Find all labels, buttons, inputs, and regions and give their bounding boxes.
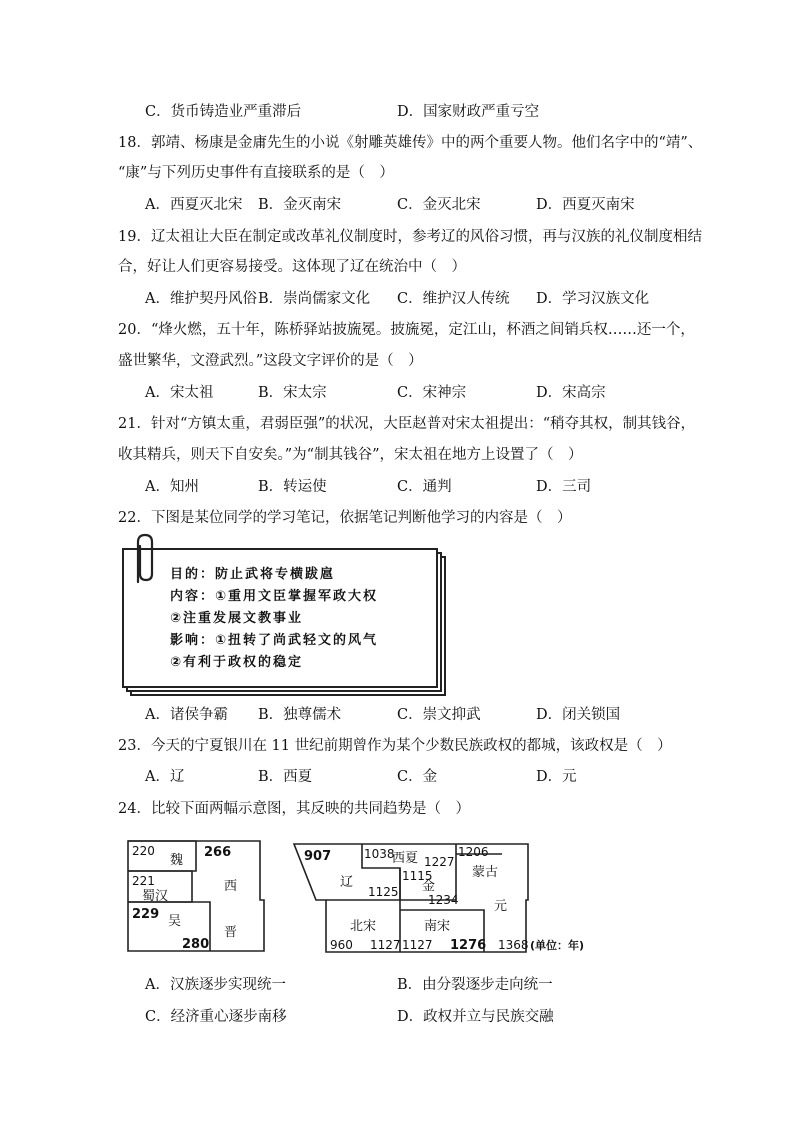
wei-year: 220 bbox=[132, 844, 155, 858]
q23-option-b: B．西夏 bbox=[258, 769, 313, 785]
q21-option-c: C．通判 bbox=[397, 479, 452, 495]
q19-stem-line2: 合，好让人们更容易接受。这体现了辽在统治中（ ） bbox=[118, 259, 466, 275]
jin-label: 晋 bbox=[224, 925, 238, 940]
q21-stem-line2: 收其精兵，则天下自安矣。”为“制其钱谷”，宋太祖在地方上设置了（ ） bbox=[118, 447, 583, 463]
jin-end-year-2: 1234 bbox=[428, 893, 459, 907]
q24-option-d: D．政权并立与民族交融 bbox=[397, 1009, 554, 1025]
yuan-label: 元 bbox=[494, 899, 508, 914]
q21-option-d: D．三司 bbox=[536, 479, 592, 495]
q21-stem-line1: 21．针对“方镇太重，君弱臣强”的状况，大臣赵普对宋太祖提出：“稍夺其权，制其钱谷， bbox=[118, 416, 696, 432]
q22-option-d: D．闭关锁国 bbox=[536, 707, 621, 723]
q19-option-a: A．维护契丹风俗 bbox=[145, 291, 257, 307]
nansong-start-year: 1127 bbox=[402, 938, 433, 952]
note-line-content-1: 内容：①重用文臣掌握军政大权 bbox=[170, 589, 379, 604]
note-sheet-front bbox=[122, 548, 438, 688]
study-note-figure bbox=[122, 540, 452, 700]
beisong-start-year: 960 bbox=[330, 938, 353, 952]
xixia-end-year: 1227 bbox=[424, 855, 455, 869]
note-content bbox=[170, 564, 378, 674]
q21-option-a: A．知州 bbox=[145, 479, 199, 495]
q18-stem-line1: 18．郭靖、杨康是金庸先生的小说《射雕英雄传》中的两个重要人物。他们名字中的“靖”、 bbox=[118, 135, 703, 151]
q24-option-c: C．经济重心逐步南移 bbox=[145, 1009, 287, 1025]
q23-stem: 23．今天的宁夏银川在 11 世纪前期曾作为某个少数民族政权的都城，该政权是（ ） bbox=[118, 738, 672, 754]
map-three-kingdoms bbox=[124, 838, 266, 956]
beisong-end-year: 1127 bbox=[370, 938, 401, 952]
xixia-start-year: 1038 bbox=[364, 847, 395, 861]
menggu-label: 蒙古 bbox=[472, 865, 499, 880]
q19-option-b: B．崇尚儒家文化 bbox=[258, 291, 371, 307]
q19-option-c: C．维护汉人传统 bbox=[397, 291, 510, 307]
xi-label: 西 bbox=[224, 879, 238, 894]
q22-stem: 22．下图是某位同学的学习笔记，依据笔记判断他学习的内容是（ ） bbox=[118, 510, 572, 526]
yuan-end-year: 1368 bbox=[498, 938, 529, 952]
q24-stem: 24．比较下面两幅示意图，其反映的共同趋势是（ ） bbox=[118, 801, 470, 817]
q22-option-a: A．诸侯争霸 bbox=[145, 707, 228, 723]
q19-option-d: D．学习汉族文化 bbox=[536, 291, 650, 307]
q20-stem-line2: 盛世繁华，文澄武烈。”这段文字评价的是（ ） bbox=[118, 353, 423, 369]
wu-year: 229 bbox=[132, 907, 160, 922]
q18-option-a: A．西夏灭北宋 bbox=[145, 197, 243, 213]
shuhan-label: 蜀汉 bbox=[142, 889, 169, 904]
q20-option-b: B．宋太宗 bbox=[258, 385, 327, 401]
liao-start-year: 907 bbox=[304, 849, 332, 864]
q22-option-b: B．独尊儒术 bbox=[258, 707, 342, 723]
q18-option-b: B．金灭南宋 bbox=[258, 197, 342, 213]
map-song-liao-jin bbox=[288, 838, 594, 956]
q20-stem-line1: 20．“烽火燃，五十年，陈桥驿站披旒冕。披旒冕，定江山，杯酒之间销兵权……还一个， bbox=[118, 322, 695, 338]
q23-option-d: D．元 bbox=[536, 769, 577, 785]
note-line-impact-2: ②有利于政权的稳定 bbox=[170, 655, 304, 670]
jin-end-year: 280 bbox=[182, 937, 210, 952]
q23-option-c: C．金 bbox=[397, 769, 438, 785]
shuhan-year: 221 bbox=[132, 874, 155, 888]
q19-stem-line1: 19．辽太祖让大臣在制定或改革礼仪制度时，参考辽的风俗习惯，再与汉族的礼仪制度相结 bbox=[118, 229, 702, 245]
q17-option-c: C．货币铸造业严重滞后 bbox=[145, 104, 302, 120]
nansong-label: 南宋 bbox=[424, 919, 451, 934]
q24-option-a: A．汉族逐步实现统一 bbox=[145, 977, 286, 993]
wei-label: 魏 bbox=[170, 853, 184, 868]
nansong-end-year: 1276 bbox=[450, 938, 487, 953]
xixia-label: 西夏 bbox=[392, 851, 419, 866]
q20-option-c: C．宋神宗 bbox=[397, 385, 467, 401]
q18-option-c: C．金灭北宋 bbox=[397, 197, 481, 213]
unit-label: (单位：年) bbox=[530, 939, 585, 952]
q18-option-d: D．西夏灭南宋 bbox=[536, 197, 635, 213]
q24-option-b: B．由分裂逐步走向统一 bbox=[397, 977, 553, 993]
note-line-purpose: 目的：防止武将专横跋扈 bbox=[170, 567, 336, 582]
q21-option-b: B．转运使 bbox=[258, 479, 327, 495]
q22-option-c: C．崇文抑武 bbox=[397, 707, 481, 723]
jin-start-year-2: 1115 bbox=[402, 869, 433, 883]
q20-option-d: D．宋高宗 bbox=[536, 385, 606, 401]
q17-option-d: D．国家财政严重亏空 bbox=[397, 104, 540, 120]
note-line-impact-1: 影响：①扭转了尚武轻文的风气 bbox=[170, 633, 379, 648]
paperclip-icon bbox=[124, 532, 164, 588]
jin-start-year: 266 bbox=[204, 845, 232, 860]
q20-option-a: A．宋太祖 bbox=[145, 385, 214, 401]
jin-label-2: 金 bbox=[422, 879, 436, 894]
note-line-content-2: ②注重发展文教事业 bbox=[170, 611, 304, 626]
wu-label: 吴 bbox=[168, 914, 182, 929]
liao-label: 辽 bbox=[340, 875, 354, 890]
menggu-start-year: 1206 bbox=[458, 845, 489, 859]
q18-stem-line2: “康”与下列历史事件有直接联系的是（ ） bbox=[118, 165, 394, 181]
liao-end-year: 1125 bbox=[368, 885, 399, 899]
beisong-label: 北宋 bbox=[350, 919, 377, 934]
q23-option-a: A．辽 bbox=[145, 769, 185, 785]
